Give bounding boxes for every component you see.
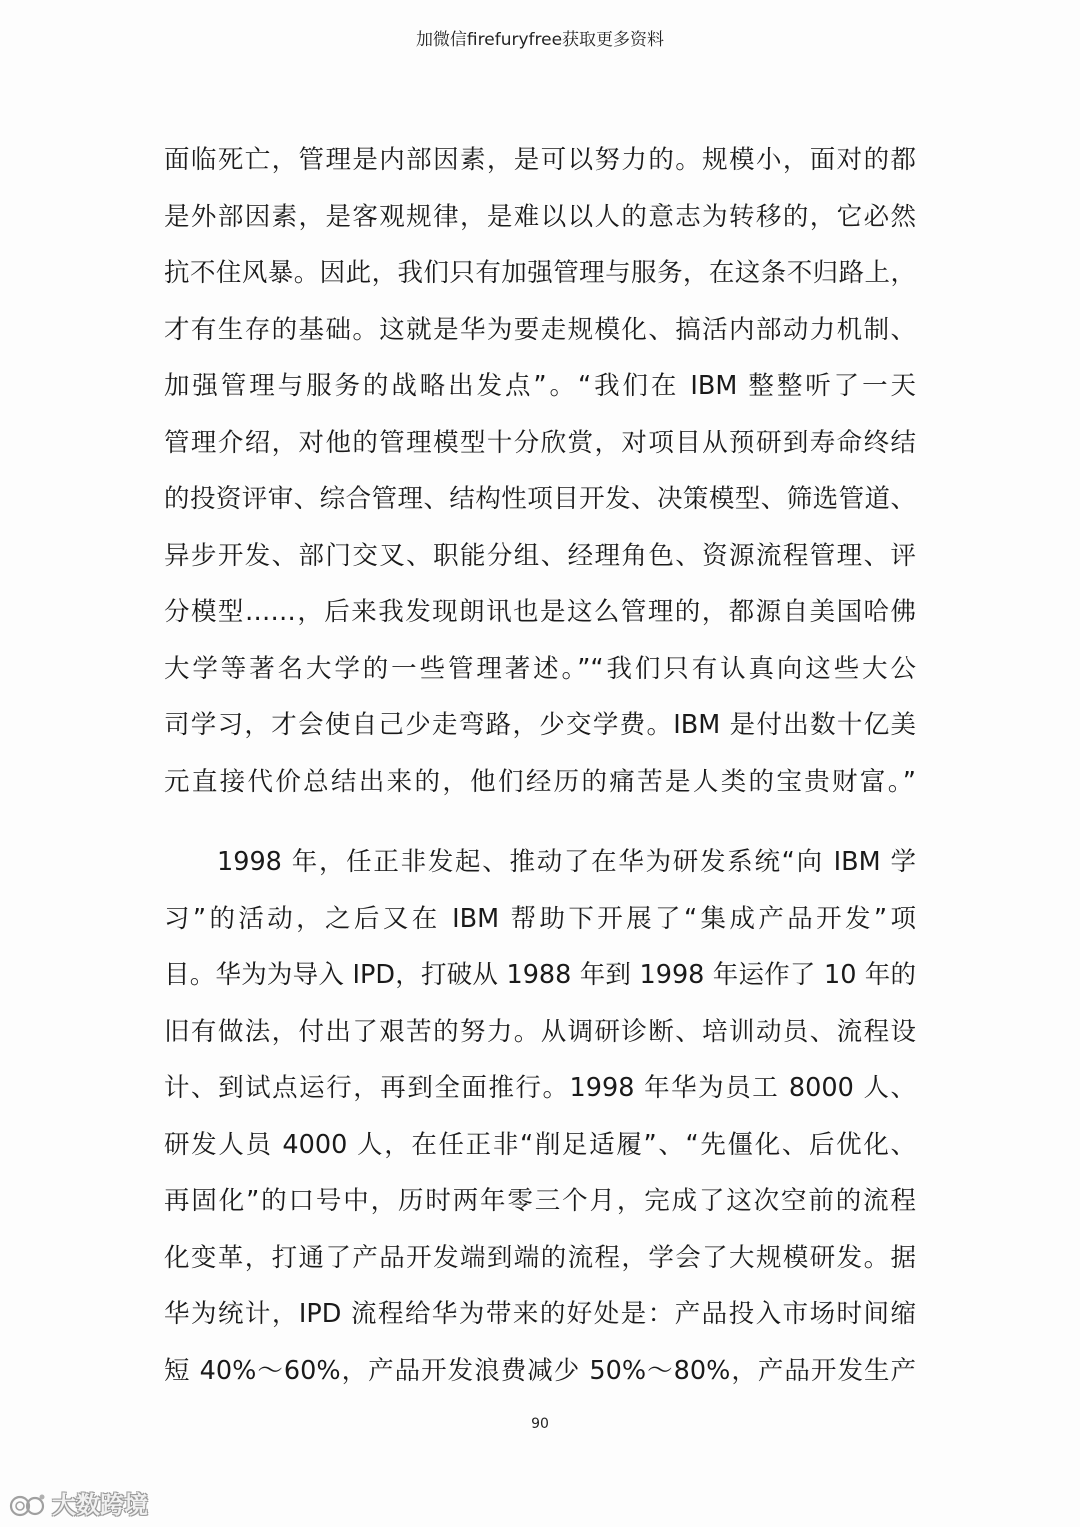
text-line: 管理介绍，对他的管理模型十分欣赏，对项目从预研到寿命终结 [164, 427, 916, 458]
text-line: 抗不住风暴。因此，我们只有加强管理与服务，在这条不归路上， [164, 258, 916, 288]
text-line: 分模型……，后来我发现朗讯也是这么管理的，都源自美国哈佛 [164, 597, 916, 627]
text-line: 面临死亡，管理是内部因素，是可以努力的。规模小，面对的都 [164, 145, 916, 175]
text-line: 旧有做法，付出了艰苦的努力。从调研诊断、培训动员、流程设 [164, 1016, 916, 1047]
text-line: 加强管理与服务的战略出发点”。“我们在 IBM 整整听了一天 [164, 371, 916, 401]
text-line: 元直接代价总结出来的，他们经历的痛苦是人类的宝贵财富。” [164, 766, 916, 797]
page-number: 90 [531, 1416, 549, 1432]
text-line: 研发人员 4000 人，在任正非“削足适履”、“先僵化、后优化、 [164, 1129, 916, 1160]
text-line: 再固化”的口号中，历时两年零三个月，完成了这次空前的流程 [164, 1186, 916, 1216]
text-line: 司学习，才会使自己少走弯路，少交学费。IBM 是付出数十亿美 [164, 710, 916, 740]
watermark-logo-icon [8, 1490, 48, 1520]
text-line: 计、到试点运行，再到全面推行。1998 年华为员工 8000 人、 [164, 1073, 916, 1103]
text-line: 化变革，打通了产品开发端到端的流程，学会了大规模研发。据 [164, 1242, 916, 1273]
text-line: 才有生存的基础。这就是华为要走规模化、搞活内部动力机制、 [164, 314, 916, 345]
body-paragraph [164, 834, 916, 1399]
text-line: 大学等著名大学的一些管理著述。”“我们只有认真向这些大公 [164, 653, 916, 684]
text-line: 华为统计，IPD 流程给华为带来的好处是：产品投入市场时间缩 [164, 1299, 916, 1329]
body-paragraph [164, 132, 916, 810]
text-line: 习”的活动，之后又在 IBM 帮助下开展了“集成产品开发”项 [164, 903, 916, 934]
text-line: 1998 年，任正非发起、推动了在华为研发系统“向 IBM 学 [217, 847, 916, 877]
text-line: 目。华为为导入 IPD，打破从 1988 年到 1998 年运作了 10 年的 [164, 960, 916, 990]
text-line: 是外部因素，是客观规律，是难以以人的意志为转移的，它必然 [164, 201, 916, 232]
watermark [8, 1488, 148, 1522]
text-line: 异步开发、部门交叉、职能分组、经理角色、资源流程管理、评 [164, 540, 916, 571]
text-line: 的投资评审、综合管理、结构性项目开发、决策模型、筛选管道、 [164, 484, 916, 514]
page-header: 加微信firefuryfree获取更多资料 [415, 30, 665, 50]
watermark-text: 大数跨境 [52, 1491, 148, 1519]
text-line: 短 40%～60%，产品开发浪费减少 50%～80%，产品开发生产 [164, 1355, 916, 1386]
